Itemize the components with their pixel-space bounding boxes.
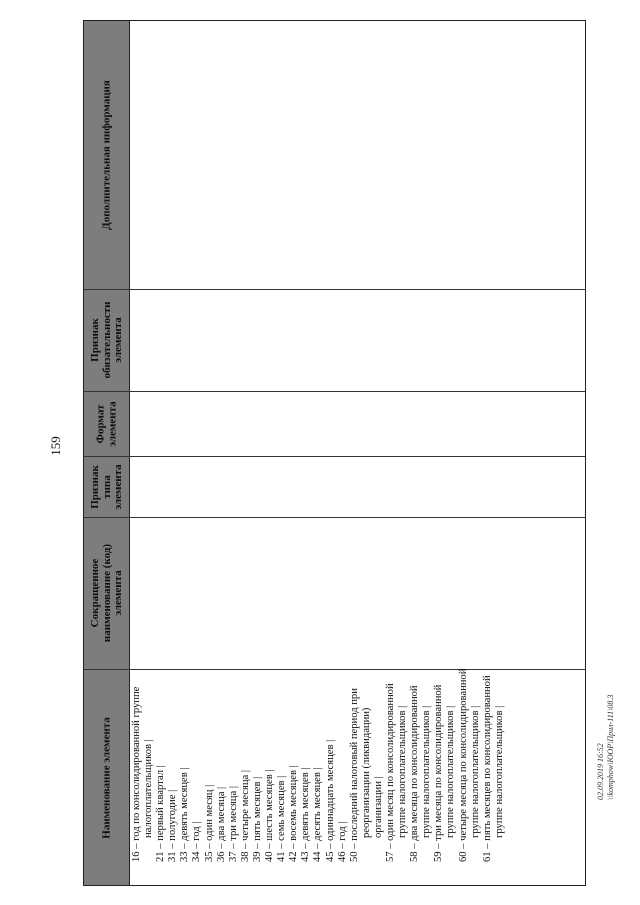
info-line: 16 – год по консолидированной группе	[131, 686, 142, 862]
info-line: налогоплательщиков |	[143, 739, 155, 838]
header-cell-additional-info	[84, 21, 129, 289]
info-line: 42 – восемь месяцев |	[288, 765, 300, 862]
info-line: 57 – один месяц по консолидированной	[384, 683, 396, 862]
info-line: 43 – девять месяцев |	[300, 767, 312, 862]
footer-date: 02.09.2019 16:52	[596, 743, 605, 800]
page-number: 159	[48, 436, 63, 456]
header-element-format: Формат элемента	[94, 400, 118, 447]
info-line: 35 – один месяц |	[203, 784, 215, 862]
footer-path: \\komphow\ЮОР\Прил-111\08.3	[606, 694, 615, 800]
file-footer	[596, 695, 616, 800]
info-line: 39 – пять месяцев |	[251, 776, 263, 862]
header-cell-name	[84, 669, 129, 887]
info-line: 41 – семь месяцев |	[276, 775, 288, 862]
info-line: 21 – первый квартал |	[155, 765, 167, 862]
info-line: группе налогоплательщиков |	[469, 705, 481, 838]
info-line: 31 – полугодие |	[167, 789, 179, 862]
info-line: 34 – год |	[191, 821, 203, 862]
header-cell-short-name	[84, 517, 129, 669]
info-line: группе налогоплательщиков |	[397, 705, 409, 838]
info-line: группе налогоплательщиков |	[445, 705, 457, 838]
info-line: 33 – девять месяцев |	[179, 767, 191, 862]
header-mandatory: Признак обязательности элемента	[88, 301, 124, 379]
info-line: 58 – два месяца по консолидированной	[409, 685, 421, 862]
info-line: реорганизации (ликвидации)	[360, 707, 372, 838]
info-line: 61 – пять месяцев по консолидированной	[481, 675, 493, 862]
info-line: организации |	[372, 776, 384, 838]
header-element-type: Признак типа элемента	[88, 463, 124, 510]
info-line: группе налогоплательщиков |	[493, 705, 505, 838]
info-line: 38 – четыре месяца |	[239, 770, 251, 862]
info-line: 59 – три месяца по консолидированной	[433, 684, 445, 862]
additional-info-content	[131, 34, 506, 862]
header-additional-info: Дополнительная информация	[99, 80, 112, 230]
info-line: 50 – последний налоговый период при	[348, 688, 360, 862]
info-line: 36 – два месяца |	[215, 786, 227, 862]
header-cell-mandatory	[84, 289, 129, 391]
info-line: 45 – одиннадцать месяцев |	[324, 739, 336, 862]
header-short-name: Сокращенное наименование (код) элемента	[88, 543, 124, 643]
header-cell-format	[84, 391, 129, 456]
info-line: группе налогоплательщиков |	[421, 705, 433, 838]
info-line: 37 – три месяца |	[227, 786, 239, 862]
info-line: 46 – год |	[336, 821, 348, 862]
info-line: 40 – шесть месяцев |	[264, 769, 276, 862]
info-line: 60 – четыре месяца по консолидированной	[457, 668, 469, 862]
header-cell-type	[84, 456, 129, 517]
header-element-name: Наименование элемента	[99, 717, 112, 839]
info-line: 44 – десять месяцев |	[312, 767, 324, 862]
